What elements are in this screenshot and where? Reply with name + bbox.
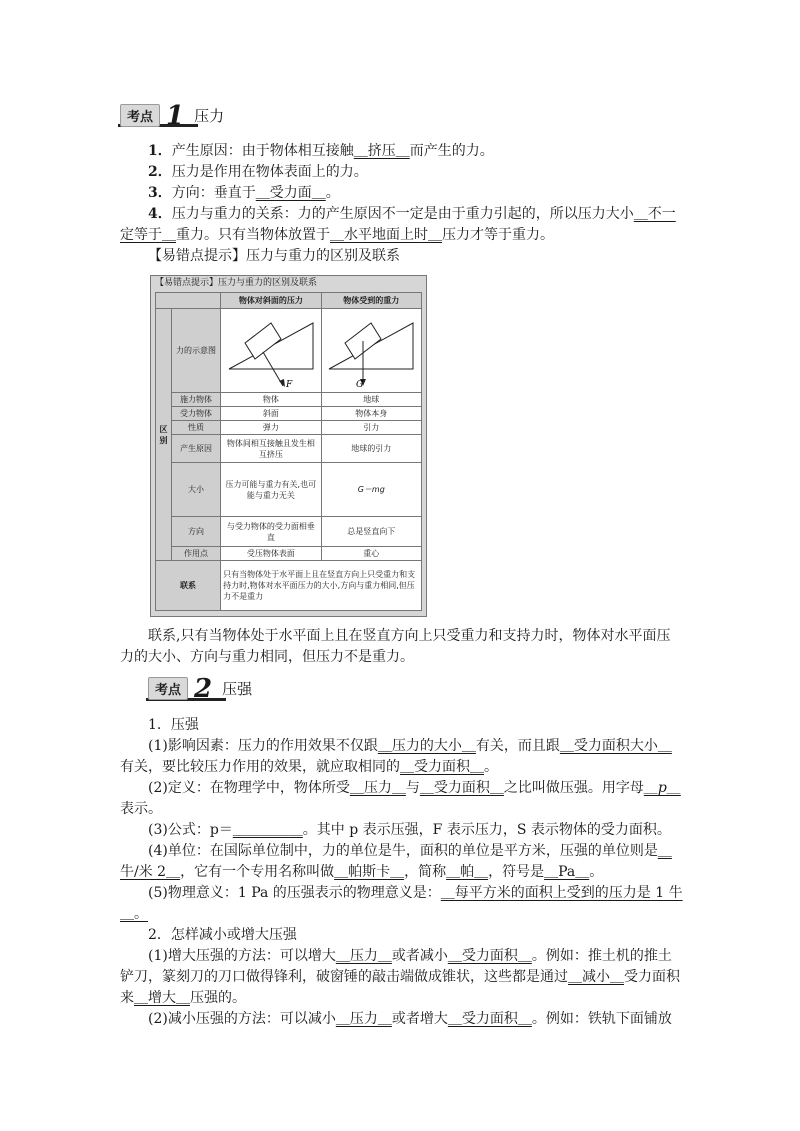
group-diff-label: 区 别 [156, 309, 172, 561]
col-header-pressure: 物体对斜面的压力 [221, 293, 321, 309]
cell-pressure: 受压物体表面 [221, 547, 321, 561]
subheading-1: 1．压强 [148, 717, 199, 733]
section-number: 1 [166, 100, 185, 131]
cell-gravity: 地球 [321, 393, 421, 407]
cell-gravity: 引力 [321, 421, 421, 435]
section-number: 2 [194, 673, 213, 704]
item-4-line-2: 定等于＿重力。只有当物体放置于＿水平地面上时＿压力才等于重力。 [120, 227, 554, 243]
comparison-table [155, 292, 422, 611]
p6-line-2: 铲刀，篆刻刀的刀口做得锋利，破窗锤的敲击端做成锥状，这些都是通过＿减小＿受力面积 [120, 969, 680, 985]
subheading-2: 2．怎样减小或增大压强 [148, 927, 297, 943]
section-title: 压强 [222, 680, 253, 698]
summary-line-2: 力的大小、方向与重力相同，但压力不是重力。 [120, 649, 414, 665]
item-3: 3．方向：垂直于＿受力面＿。 [148, 185, 340, 201]
table-caption: 【易错点提示】压力与重力的区别及联系 [155, 278, 318, 288]
cell-gravity: 地球的引力 [321, 435, 421, 463]
row-label: 施力物体 [172, 393, 221, 407]
cell-pressure: 压力可能与重力有关,也可能与重力无关 [221, 463, 321, 517]
incline-gravity-diagram [323, 309, 419, 389]
item-1: 1．产生原因：由于物体相互接触＿挤压＿而产生的力。 [148, 143, 494, 159]
gravity-diagram [321, 309, 421, 393]
force-label-g: G [356, 380, 364, 389]
section-badge: 考点 [148, 677, 188, 700]
cell-pressure: 斜面 [221, 407, 321, 421]
row-label: 作用点 [172, 547, 221, 561]
summary-line-1: 联系,只有当物体处于水平面上且在竖直方向上只受重力和支持力时，物体对水平面压 [148, 628, 671, 644]
tip-heading: 【易错点提示】压力与重力的区别及联系 [148, 248, 400, 264]
pressure-diagram [221, 309, 321, 393]
cell-link: 只有当物体处于水平面上且在竖直方向上只受重力和支持力时,物体对水平面压力的大小,方向与重力相同,但压力不是重力 [221, 561, 422, 611]
section-2-heading [148, 673, 253, 704]
row-label-link: 联系 [156, 561, 221, 611]
comparison-table-figure [150, 275, 427, 617]
section-badge: 考点 [120, 104, 160, 127]
incline-pressure-diagram [223, 309, 319, 389]
force-label-f: F [285, 380, 293, 389]
item-4-line-1: 4．压力与重力的关系：力的产生原因不一定是由于重力引起的，所以压力大小＿不一 [148, 206, 676, 222]
p4-line-1: (4)单位：在国际单位制中，力的单位是牛，面积的单位是平方米，压强的单位则是＿ [148, 843, 672, 859]
p3: (3)公式：p＝＿＿＿＿＿。其中 p 表示压强，F 表示压力，S 表示物体的受力面积。 [148, 822, 671, 838]
p7-line-1: (2)减小压强的方法：可以减小＿压力＿或者增大＿受力面积＿。例如：铁轨下面铺放 [148, 1011, 672, 1027]
row-label: 产生原因 [172, 435, 221, 463]
p1-line-2: 有关，要比较压力作用的效果，就应取相同的＿受力面积＿。 [120, 759, 498, 775]
row-label: 大小 [172, 463, 221, 517]
cell-pressure: 物体 [221, 393, 321, 407]
row-label-diagram: 力的示意图 [172, 309, 221, 393]
cell-pressure: 弹力 [221, 421, 321, 435]
cell-gravity: 物体本身 [321, 407, 421, 421]
p6-line-3: 来＿增大＿压强的。 [120, 990, 246, 1006]
p2-line-2: 表示。 [120, 801, 162, 817]
section-title: 压力 [194, 107, 225, 125]
corner-cell [156, 293, 221, 309]
p2-line-1: (2)定义：在物理学中，物体所受＿压力＿与＿受力面积＿之比叫做压强。用字母＿p＿ [148, 780, 681, 796]
p5-line-1: (5)物理意义：1 Pa 的压强表示的物理意义是：＿每平方米的面积上受到的压力是 1 牛 [148, 885, 683, 901]
section-1-heading [120, 100, 225, 131]
p1-line-1: (1)影响因素：压力的作用效果不仅跟＿压力的大小＿有关，而且跟＿受力面积大小＿ [148, 738, 672, 754]
p4-line-2: 牛/米 2＿，它有一个专用名称叫做＿帕斯卡＿，简称＿帕＿，符号是＿Pa＿。 [120, 864, 604, 880]
cell-gravity: 重心 [321, 547, 421, 561]
col-header-gravity: 物体受到的重力 [321, 293, 421, 309]
cell-gravity: 总是竖直向下 [321, 517, 421, 547]
row-label: 性质 [172, 421, 221, 435]
cell-pressure: 物体间相互接触且发生相互挤压 [221, 435, 321, 463]
p5-line-2: ＿。 [120, 906, 148, 922]
p6-line-1: (1)增大压强的方法：可以增大＿压力＿或者减小＿受力面积＿。例如：推土机的推土 [148, 948, 672, 964]
cell-pressure: 与受力物体的受力面相垂直 [221, 517, 321, 547]
row-label: 方向 [172, 517, 221, 547]
cell-gravity: G＝mg [321, 463, 421, 517]
item-2: 2．压力是作用在物体表面上的力。 [148, 164, 368, 180]
row-label: 受力物体 [172, 407, 221, 421]
